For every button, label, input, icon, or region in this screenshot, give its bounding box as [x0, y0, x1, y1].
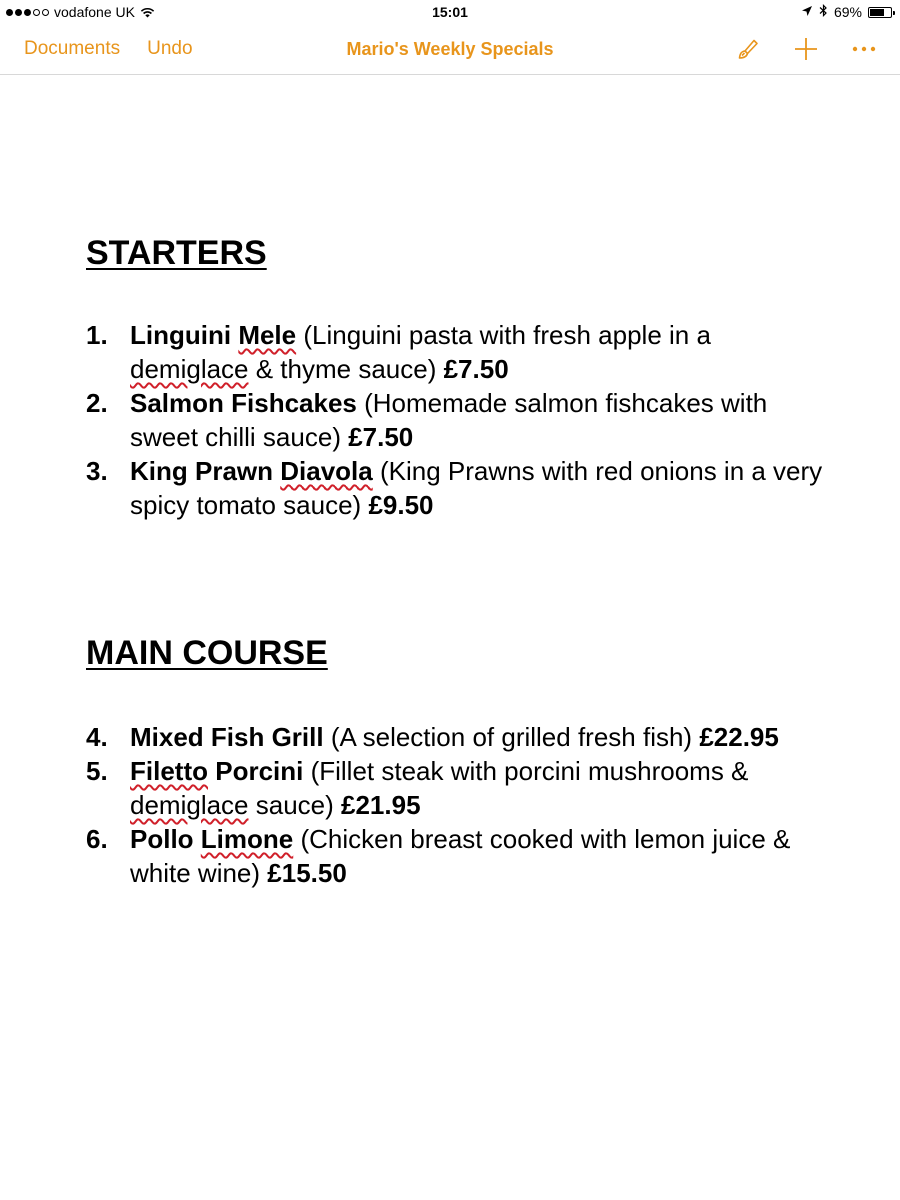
- location-arrow-icon: [801, 4, 813, 20]
- battery-icon: [868, 7, 892, 18]
- item-number: 3.: [86, 456, 108, 486]
- item-name: [130, 824, 293, 854]
- status-right: [801, 4, 892, 20]
- misspelled-word: Limone: [200, 824, 294, 854]
- status-bar: [0, 0, 900, 26]
- item-name-part: King Prawn: [130, 456, 281, 486]
- toolbar-right: [734, 35, 878, 63]
- item-description: (A selection of grilled fresh fish): [323, 722, 700, 752]
- item-price: £22.95: [699, 722, 779, 752]
- item-number: 4.: [86, 722, 108, 752]
- item-price: £7.50: [348, 422, 414, 452]
- item-price: £9.50: [368, 490, 434, 520]
- item-name: [130, 456, 373, 486]
- item-number: 6.: [86, 824, 108, 854]
- item-price: £21.95: [341, 790, 421, 820]
- item-price: £7.50: [443, 354, 509, 384]
- battery-percentage: 69%: [833, 4, 862, 20]
- more-icon[interactable]: [850, 35, 878, 63]
- menu-item: [86, 454, 826, 522]
- menu-item: [86, 318, 826, 386]
- item-name-part: Linguini: [130, 320, 239, 350]
- item-price: £15.50: [267, 858, 347, 888]
- menu-item: [86, 822, 826, 890]
- section-main-course: [86, 632, 826, 890]
- section-starters: [86, 232, 826, 522]
- carrier-name: vodafone UK: [54, 4, 135, 20]
- battery-fill: [870, 9, 884, 16]
- paintbrush-icon[interactable]: [734, 35, 762, 63]
- description-part: (Linguini pasta with fresh apple in a: [296, 320, 711, 350]
- status-time: 15:01: [432, 4, 468, 20]
- menu-item: [86, 720, 826, 754]
- item-description: (King Prawns with red onions in a very spicy tomato sauce): [130, 456, 823, 520]
- item-name-part: Pollo: [130, 824, 201, 854]
- item-description: (Homemade salmon fishcakes with sweet chilli sauce): [130, 388, 768, 452]
- item-name: Mixed Fish Grill: [130, 722, 324, 752]
- documents-button[interactable]: Documents: [24, 38, 121, 59]
- description-part: sauce): [248, 790, 342, 820]
- section-heading-main-course: MAIN COURSE: [86, 634, 328, 672]
- document-toolbar: [0, 26, 900, 75]
- menu-item: [86, 754, 826, 822]
- item-name: Salmon Fishcakes: [130, 388, 357, 418]
- misspelled-word: Filetto: [130, 756, 208, 786]
- section-heading-starters: STARTERS: [86, 234, 267, 272]
- document-title: Mario's Weekly Specials: [346, 39, 554, 59]
- misspelled-word: Diavola: [280, 456, 373, 486]
- item-number: 2.: [86, 388, 108, 418]
- main-course-list: [86, 720, 826, 890]
- bluetooth-icon: [819, 4, 828, 20]
- item-name: [130, 756, 303, 786]
- item-name: [130, 320, 296, 350]
- item-description: (Chicken breast cooked with lemon juice & white wine): [130, 824, 791, 888]
- item-number: 5.: [86, 756, 108, 786]
- description-part: & thyme sauce): [248, 354, 444, 384]
- starters-list: [86, 318, 826, 522]
- misspelled-word: Mele: [238, 320, 297, 350]
- plus-icon[interactable]: [792, 35, 820, 63]
- description-part: (Fillet steak with porcini mushrooms &: [303, 756, 749, 786]
- menu-item: [86, 386, 826, 454]
- misspelled-word: demiglace: [130, 790, 249, 820]
- undo-button[interactable]: Undo: [147, 38, 193, 59]
- item-number: 1.: [86, 320, 108, 350]
- misspelled-word: demiglace: [130, 354, 249, 384]
- document-body[interactable]: [86, 232, 826, 890]
- item-name-part: Porcini: [208, 756, 304, 786]
